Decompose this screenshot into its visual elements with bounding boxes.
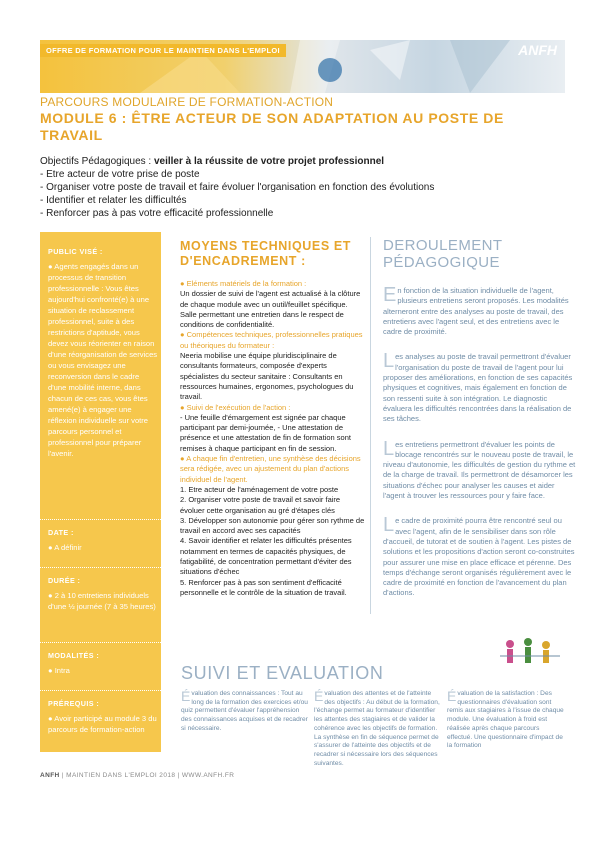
duree-text: ● 2 à 10 entretiens individuels d'une ½ journée (7 à 35 heures) (48, 591, 156, 611)
step-item: 5. Renforcer pas à pas son sentiment d'efficacité personnelle et le contrôle de la situation de travail. (180, 577, 347, 597)
suivi-column (181, 690, 309, 734)
dropcap: E (383, 284, 397, 306)
deroulement-column (370, 237, 578, 614)
paragraph-text: es analyses au poste de travail permettront d'évaluer l'organisation du poste de travail de l'agent pour lui proposer des améliorations, en fonction de ses capacités physiques et cognitives, mais également en fonction de son ressenti suite à son intégration. Le diagnostic évaluera les difficultés rencontrées dans la réalisation de ses tâches. (383, 352, 573, 424)
footer-brand: ANFH (40, 772, 60, 779)
divider (40, 690, 161, 691)
dropcap: L (383, 350, 395, 373)
dropcap: É (314, 688, 324, 704)
step-item: 1. Etre acteur de l'aménagement de votre poste (180, 484, 339, 494)
public-section (48, 246, 158, 459)
header-banner (40, 40, 565, 93)
suivi-exec-text: - Une feuille d'émargement est signée par chaque participant par demi-journée, - Une attestation de présence et une attestation de fin de formation sont remises à chaque participant en fin de session. (180, 412, 351, 453)
date-section (48, 527, 158, 553)
modalites-text: ● Intra (48, 666, 70, 675)
dropcap: L (383, 514, 395, 537)
objectif-item: - Renforcer pas à pas votre efficacité professionnelle (40, 208, 274, 219)
competences-text: Neeria mobilise une équipe pluridisciplinaire de consultants formateurs, composée d'experts spécialistes du secteur sanitaire : Consultants en ressources humaines, ergonomes, psychologues du travail. (180, 351, 354, 402)
elements-text: Un dossier de suivi de l'agent est actualisé à la clôture de chaque module avec un outil/feuillet spécifique. Salle permettant une entretien dans le respect de conditions de confidentialité. (180, 289, 361, 330)
public-title: PUBLIC VISÉ : (48, 247, 103, 256)
deroulement-paragraph (383, 516, 578, 598)
prerequis-text: ● Avoir participé au module 3 du parcours de formation-action (48, 714, 157, 734)
fin-entretien-title: ● A chaque fin d'entretien, une synthèse des décisions sera rédigée, avec un ajustement du plan d'actions individuel de l'agent. (180, 454, 361, 484)
step-item: 2. Organiser votre poste de travail et savoir faire évoluer cette organisation au gré d'étapes clés (180, 495, 341, 515)
deroulement-paragraph (383, 352, 578, 424)
people-illustration (500, 636, 560, 681)
objectifs-block (40, 155, 565, 220)
page-footer (40, 772, 234, 779)
module-title: MODULE 6 : ÊTRE ACTEUR DE SON ADAPTATION AU POSTE DE TRAVAIL (40, 110, 504, 143)
modalites-title: MODALITÉS : (48, 651, 100, 660)
suivi-column (447, 690, 565, 751)
header-label: OFFRE DE FORMATION POUR LE MAINTIEN DANS L'EMPLOI (40, 44, 286, 57)
dropcap: É (181, 688, 191, 704)
paragraph-text: es entretiens permettront d'évaluer les points de blocage rencontrés sur le nouveau poste de travail, le niveau d'autonomie, les difficultés de gestion du rythme et de la charge de travail. Ils permettront de désamorcer les situations d'échec pour analyser les causes et aider l'agent à trouver les ressources pour y faire face. (383, 439, 576, 501)
divider (40, 519, 161, 520)
deroulement-heading: DEROULEMENT PÉDAGOGIQUE (383, 237, 503, 271)
deroulement-paragraph (383, 286, 578, 337)
divider (40, 642, 161, 643)
suivi-heading: SUIVI ET EVALUATION (181, 663, 384, 683)
moyens-column (180, 239, 365, 598)
objectifs-lead: Objectifs Pédagogiques : (40, 156, 154, 167)
moyens-body (180, 279, 365, 598)
paragraph-text: n fonction de la situation individuelle de l'agent, plusieurs entretiens seront proposés. Les modalités alterneront entre des analyses au poste de travail, des entretiens avec l'agent seul, et des entretiens avec le cadre de proximité. (383, 286, 569, 337)
prerequis-section (48, 698, 158, 735)
info-sidebar (40, 232, 161, 752)
step-item: 4. Savoir identifier et relater les difficultés présentes notamment en termes de capacités physiques, de fatigabilité, de concentration permettant d'éviter des situations d'échec (180, 536, 352, 577)
anfh-logo: ANFH (518, 42, 557, 58)
deroulement-body (383, 286, 578, 599)
objectif-item: - Identifier et relater les difficultés (40, 195, 187, 206)
divider (40, 567, 161, 568)
dropcap: L (383, 437, 395, 460)
deroulement-paragraph (383, 437, 578, 502)
suivi-text: valuation des attentes et de l'atteinte des objectifs : Au début de la formation, l'échange permet au formateur d'identifier les attentes des stagiaires et de valider la cohérence avec les objectifs de formation. La synthèse en fin de séquence permet de s'assurer de l'atteinte des objectifs et de recadrer si nécessaire lors des séquences suivantes. (314, 690, 440, 767)
duree-section (48, 575, 158, 612)
objectif-item: - Etre acteur de votre prise de poste (40, 169, 200, 180)
suivi-text: valuation de la satisfaction : Des questionnaires d'évaluation sont remis aux stagiaires à l'issue de chaque module. Une évaluation à froid est réalisée après chaque parcours effectué. Une questionnaire d'impact de la formation (447, 690, 564, 750)
modalites-section (48, 650, 158, 676)
competences-title: ● Compétences techniques, professionnelles pratiques ou théoriques du formateur : (180, 330, 363, 350)
prerequis-title: PRÉREQUIS : (48, 699, 100, 708)
paragraph-text: e cadre de proximité pourra être rencontré seul ou avec l'agent, afin de le sensibiliser dans son rôle d'accueil, de tutorat et de soutien à l'agent. Les pistes de solutions et les propositions d'action seront co-construites pour assurer une mise en place efficace et pérenne. Des temps d'échange seront organisés régulièrement avec le cadre de proximité en fonction de l'avancement du plan d'actions. (383, 516, 575, 598)
objectif-item: - Organiser votre poste de travail et faire évoluer l'organisation en fonction des évolutions (40, 182, 435, 193)
date-title: DATE : (48, 528, 74, 537)
moyens-heading: MOYENS TECHNIQUES ET D'ENCADREMENT : (180, 239, 352, 268)
parcours-kicker: PARCOURS MODULAIRE DE FORMATION-ACTION (40, 95, 334, 109)
footer-text: | MAINTIEN DANS L'EMPLOI 2018 | WWW.ANFH.FR (59, 772, 235, 779)
suivi-column (314, 690, 442, 768)
suivi-text: valuation des connaissances : Tout au long de la formation des exercices et/ou quiz permettent d'évaluer l'appréhension des connaissances acquises et de recadrer si nécessaire. (181, 690, 308, 732)
step-item: 3. Développer son autonomie pour gérer son rythme de travail en accord avec ses capacités (180, 515, 365, 536)
dropcap: É (447, 688, 457, 704)
objectifs-lead-bold: veiller à la réussite de votre projet professionnel (153, 156, 385, 167)
public-text: ● Agents engagés dans un processus de transition professionnelle : Vous êtes aujourd'hui confronté(e) à une situation de reclassement professionnel, suite à des restrictions d'aptitude, vous devez vous réorienter en raison d'une réorganisation de services ou vous envisagez une reconversion dans le cadre d'une mobilité interne, dans chacun de ces cas, vous êtes amené(e) à engager une réflexion individuelle sur votre parcours personnel et professionnel pour préparer l'avenir. (48, 262, 158, 458)
suivi-exec-title: ● Suivi de l'exécution de l'action : (180, 402, 291, 412)
date-text: ● A définir (48, 543, 82, 552)
elements-title: ● Eléments matériels de la formation : (180, 279, 307, 288)
duree-title: DURÉE : (48, 576, 81, 585)
